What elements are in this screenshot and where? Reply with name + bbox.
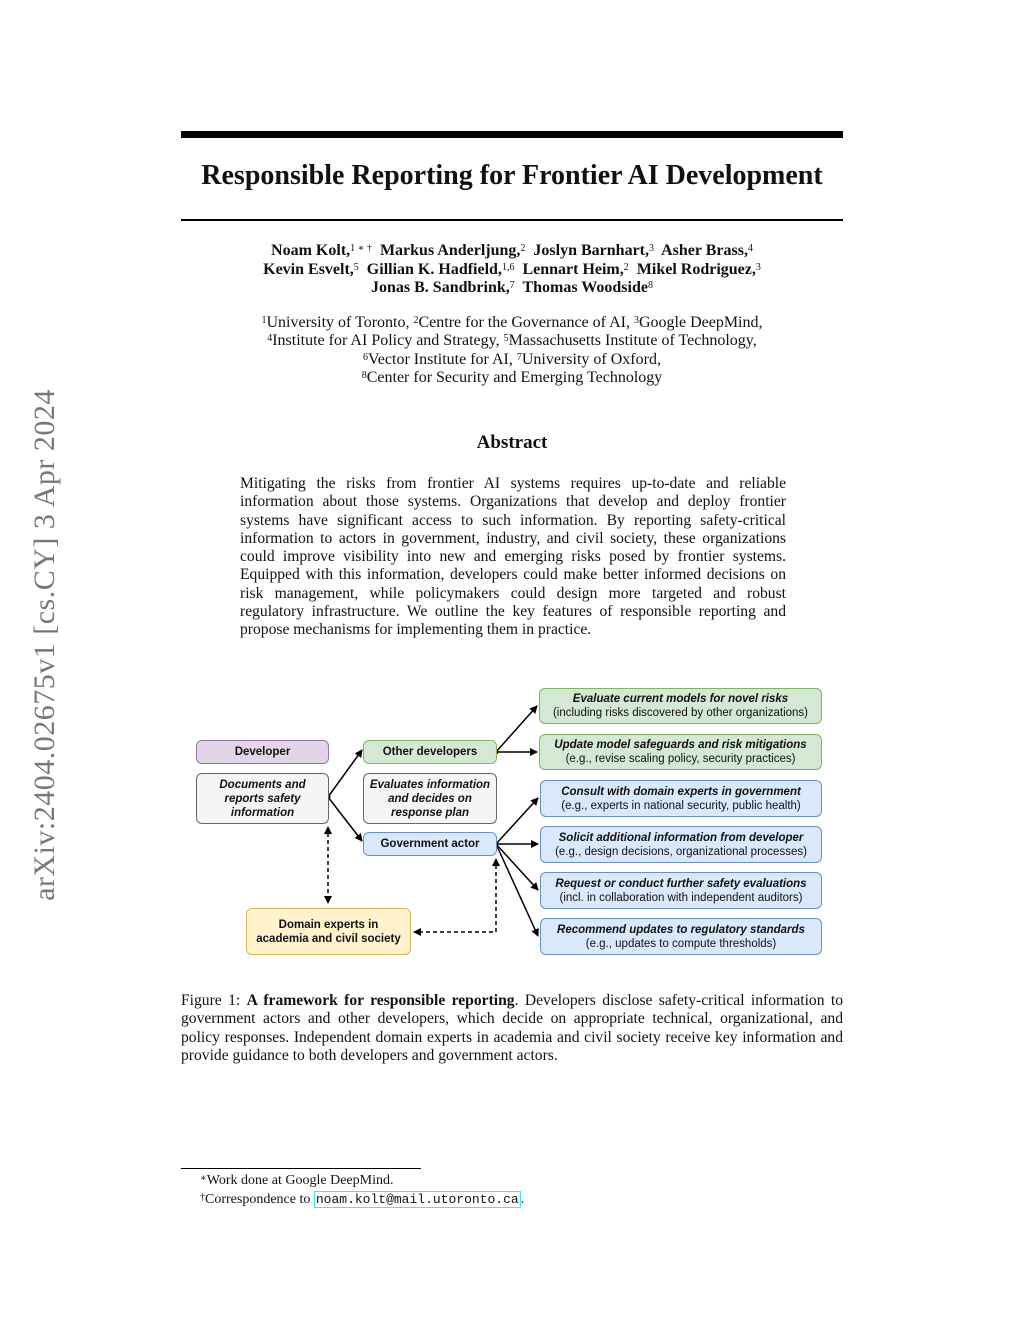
arrow-to-response-6 [496, 844, 538, 936]
developer-action-box: Documents and reports safety information [196, 773, 329, 824]
title-rule [181, 219, 843, 221]
government-actor-box: Government actor [363, 832, 497, 856]
domain-experts-box: Domain experts in academia and civil society [246, 908, 411, 955]
developer-box: Developer [196, 740, 329, 764]
affiliation-line: $^6$Vector Institute for AI, $^7$University of Oxford, [363, 350, 661, 368]
figure-caption: Figure 1: A framework for responsible reporting. Developers disclose safety-critical information to government actors and other developers, which decide on appropriate technical, organizational, and policy responses. Independent domain experts in academia and civil society receive key information and provide guidance to both developers and government actors. [181, 992, 843, 1064]
affiliation-line: $^1$University of Toronto, $^2$Centre for the Governance of AI, $^3$Google DeepMind, [261, 314, 763, 331]
arrow-to-response-5 [496, 844, 538, 890]
footnote-2: †Correspondence to noam.kolt@mail.utoronto.ca . [200, 1191, 525, 1207]
paper-title: Responsible Reporting for Frontier AI Development [201, 160, 823, 191]
footnote-rule [181, 1168, 421, 1169]
abstract-body: Mitigating the risks from frontier AI systems requires up-to-date and reliable information about those systems. Organizations that develop and deploy frontier systems have significant access to such information. By reporting safety-critical information to actors in government, industry, and civil society, these organizations could improve visibility into new and emerging risks posed by frontier systems. Equipped with this information, developers could make better informed decisions on risk management, while policymakers could design more targeted and robust regulatory infrastructure. We outline the key features of responsible reporting and propose mechanisms for implementing them in practice. [240, 475, 786, 639]
arrow-to-response-3 [496, 798, 538, 844]
affiliation-line: $^8$Center for Security and Emerging Technology [361, 368, 663, 386]
affiliation-list [181, 314, 843, 387]
affiliation-line: $^4$Institute for AI Policy and Strategy, $^5$Massachusetts Institute of Technology, [267, 332, 757, 350]
arrow-to-government [328, 797, 362, 841]
author-line: Noam Kolt,$^{1 ∗ \dagger}$ Markus Anderljung,$^2$ Joslyn Barnhart,$^3$ Asher Brass,$^4$ [271, 242, 753, 259]
framework-figure [181, 680, 843, 970]
author-list [181, 242, 843, 298]
footnotes [200, 1172, 524, 1209]
email-link[interactable]: noam.kolt@mail.utoronto.ca [315, 1191, 519, 1207]
dashed-government-experts [414, 865, 496, 932]
response-box: Recommend updates to regulatory standards (e.g., updates to compute thresholds) [540, 918, 822, 955]
response-box: Update model safeguards and risk mitigations (e.g., revise scaling policy, security practices) [539, 734, 822, 770]
arxiv-id[interactable]: arXiv:2404.02675v1 [cs.CY] 3 Apr 2024 [28, 389, 61, 901]
other-developers-box: Other developers [363, 740, 497, 764]
abstract-heading: Abstract [476, 432, 548, 453]
response-box: Request or conduct further safety evaluations (incl. in collaboration with independent auditors) [540, 872, 822, 909]
author-line: Jonas B. Sandbrink,$^7$ Thomas Woodside$^8$ [371, 279, 653, 296]
author-line: Kevin Esvelt,$^5$ Gillian K. Hadfield,$^{1,6}$ Lennart Heim,$^2$ Mikel Rodriguez,$^3$ [263, 260, 761, 278]
arrow-to-response-1 [496, 706, 537, 752]
arrow-to-other-developers [328, 750, 362, 797]
response-box: Consult with domain experts in government (e.g., experts in national security, public health) [540, 780, 822, 817]
response-box: Evaluate current models for novel risks (including risks discovered by other organizations) [539, 688, 822, 724]
footnote-1: ∗Work done at Google DeepMind. [200, 1173, 394, 1188]
response-box: Solicit additional information from developer (e.g., design decisions, organizational processes) [540, 826, 822, 863]
top-rule [181, 131, 843, 138]
evaluates-box: Evaluates information and decides on response plan [363, 773, 497, 824]
